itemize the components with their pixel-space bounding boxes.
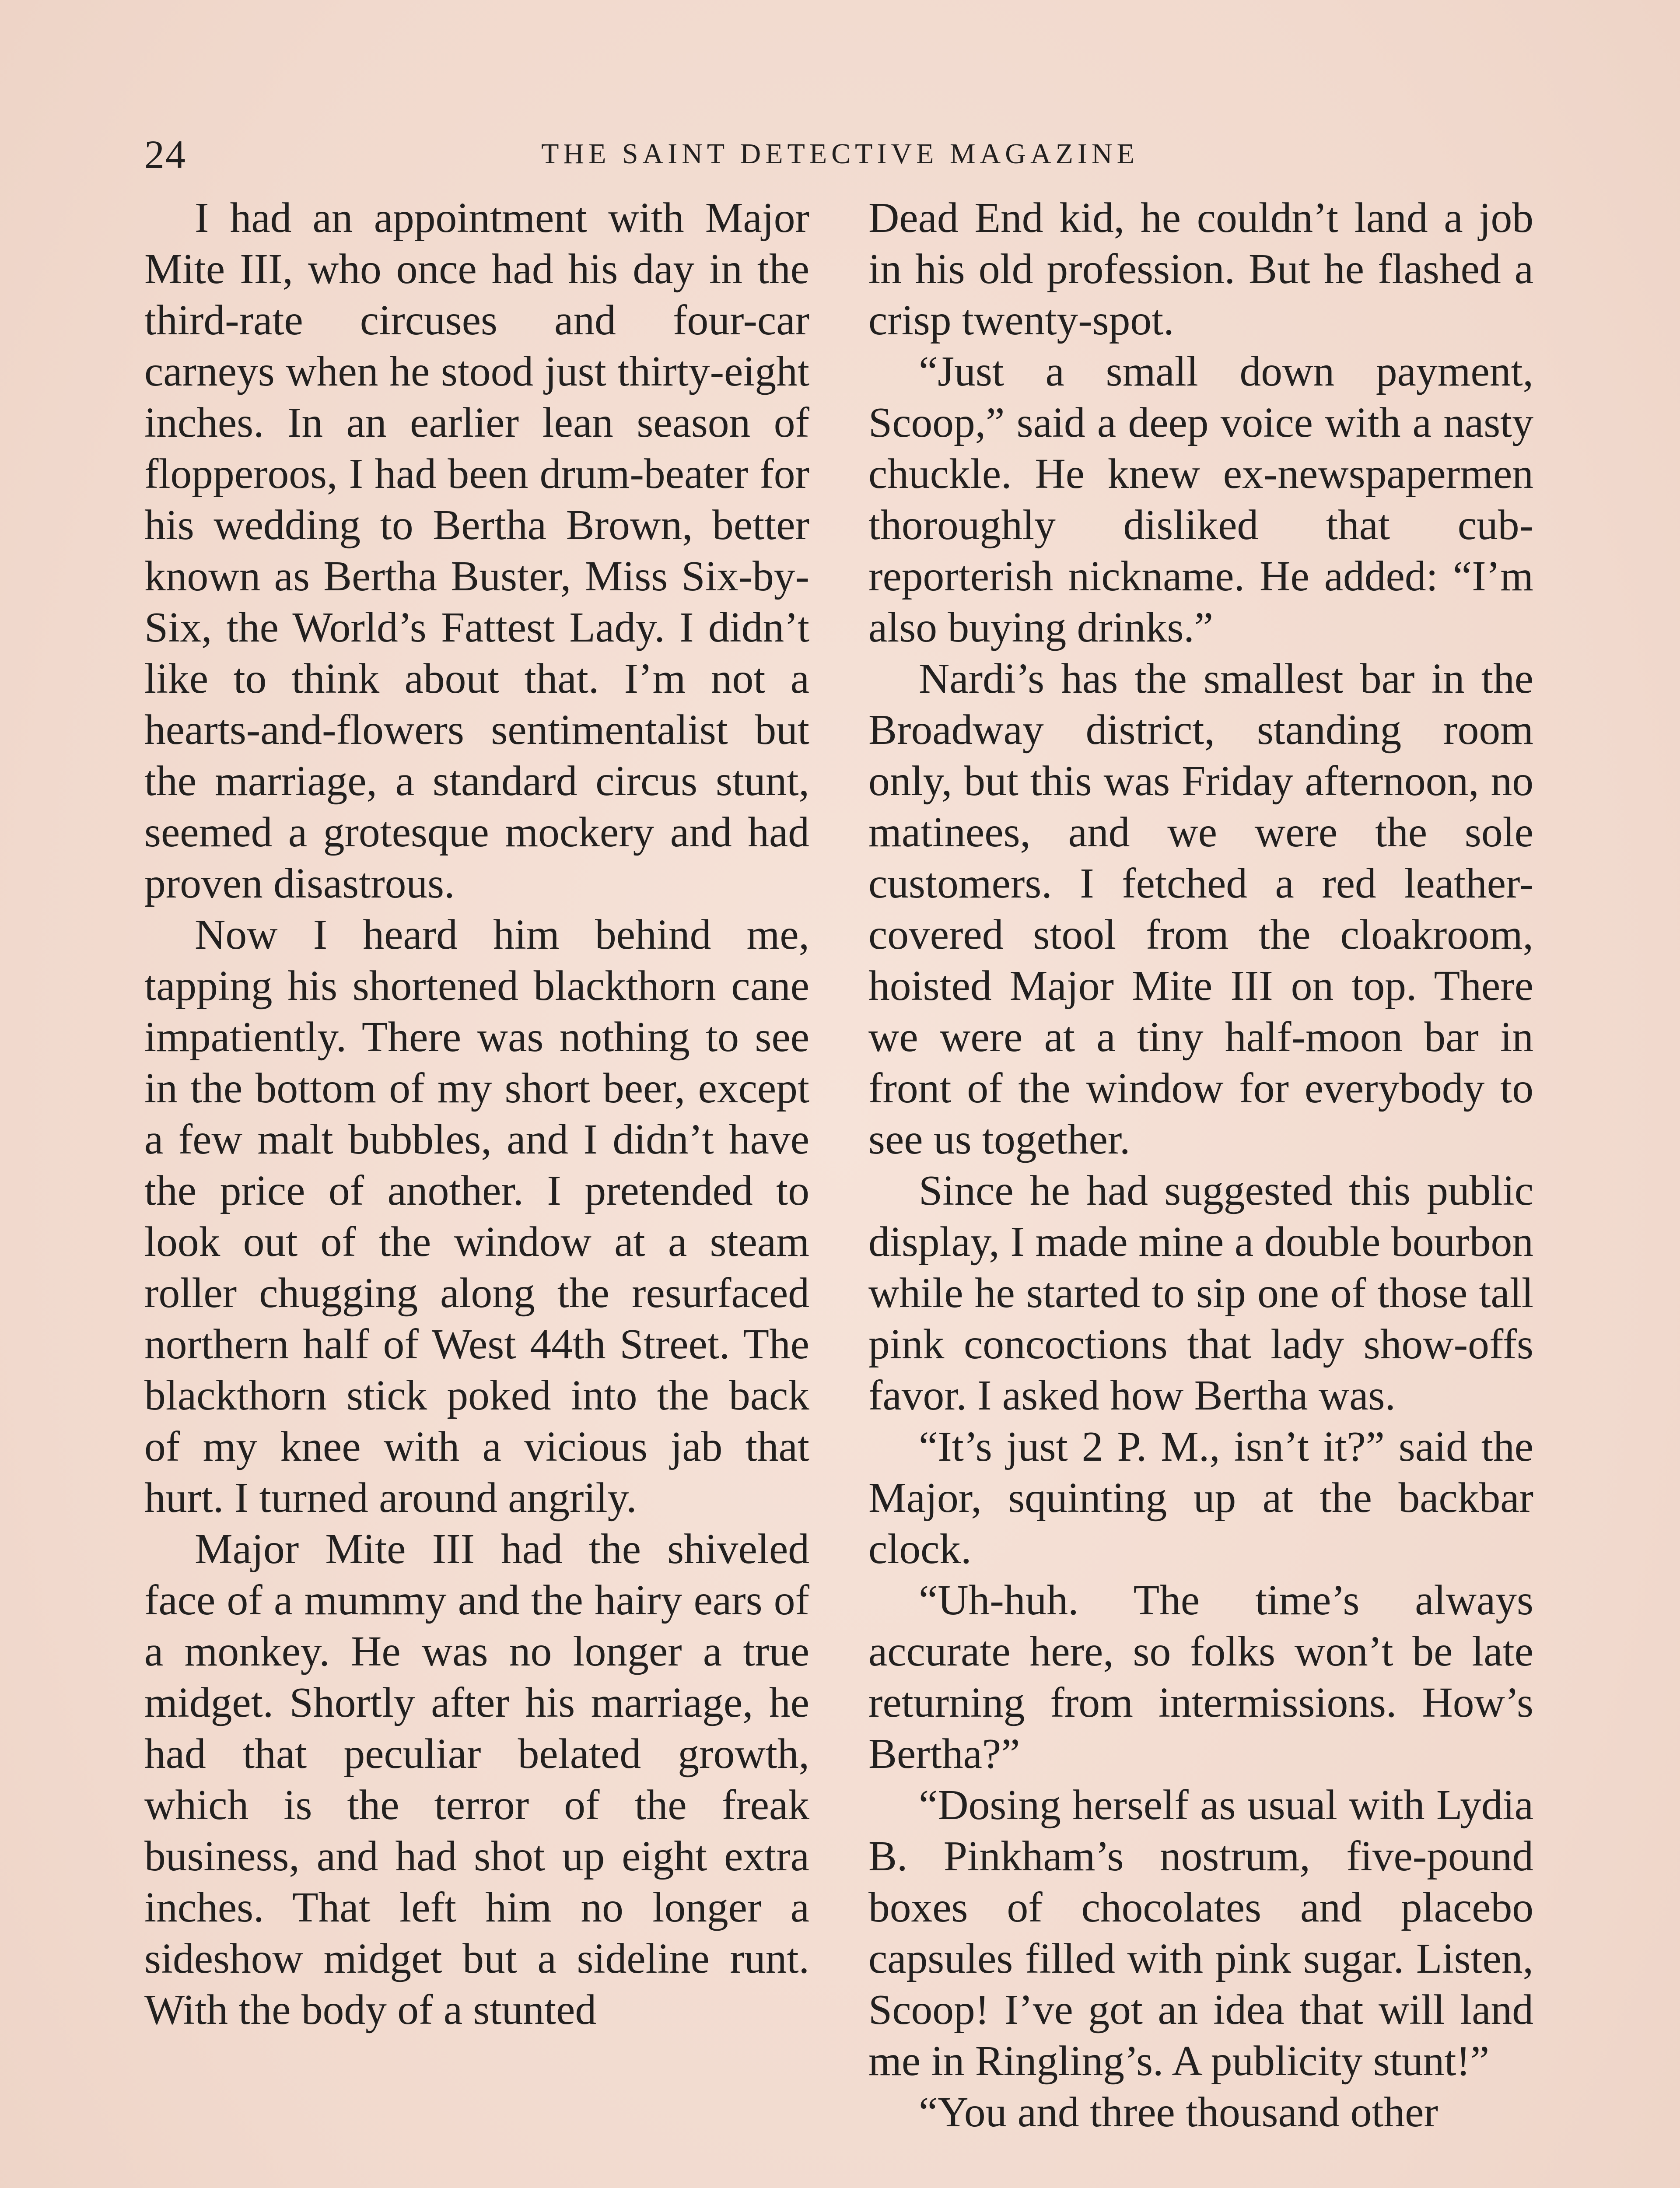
paragraph: “It’s just 2 P. M., isn’t it?” said the Major, squinting up at the backbar clock.: [868, 1423, 1533, 1573]
paragraph: “You and three thousand other: [919, 2089, 1438, 2136]
paragraph: Major Mite III had the shiveled face of a mummy and the hairy ears of a monkey. He was no longer a true midget. Shortly after his marriage, he had that peculiar belated growth, which is the terror of the freak business, and had shot up eight extra inches. That left him no longer a sideshow midget but a sideline runt. With the body of a stunted: [144, 1525, 809, 2034]
paragraph: “Dosing herself as usual with Lydia B. Pinkham’s nostrum, five-pound boxes of chocolates and placebo capsules filled with pink sugar. Listen, Scoop! I’ve got an idea that will land me in Ringling’s. A publicity stunt!”: [868, 1781, 1533, 2085]
page-number: 24: [144, 132, 186, 177]
left-text-column: [144, 193, 809, 2036]
paragraph: “Just a small down payment, Scoop,” said a deep voice with a nasty chuckle. He knew ex-newspapermen thoroughly disliked that cub-reporterish nickname. He added: “I’m also buying drinks.”: [868, 348, 1533, 651]
paragraph-continued: Dead End kid, he couldn’t land a job in his old profession. But he flashed a crisp twenty-spot.: [868, 194, 1533, 344]
running-head: [144, 131, 1536, 184]
right-text-column: [868, 193, 1533, 2138]
paragraph: “Uh-huh. The time’s always accurate here, so folks won’t be late returning from intermissions. How’s Bertha?”: [868, 1577, 1533, 1778]
paragraph: I had an appointment with Major Mite III, who once had his day in the third-rate circuses and four-car carneys when he stood just thirty-eight inches. In an earlier lean season of flopperoos, I had been drum-beater for his wedding to Bertha Brown, better known as Bertha Buster, Miss Six-by-Six, the World’s Fattest Lady. I didn’t like to think about that. I’m not a hearts-and-flowers sentimentalist but the marriage, a standard circus stunt, seemed a grotesque mockery and had proven disastrous.: [144, 194, 809, 907]
paragraph: Since he had suggested this public display, I made mine a double bourbon while he started to sip one of those tall pink concoctions that lady show-offs favor. I asked how Bertha was.: [868, 1167, 1533, 1419]
paragraph: Nardi’s has the smallest bar in the Broadway district, standing room only, but this was Friday afternoon, no matinees, and we were the sole customers. I fetched a red leather-covered stool from the cloakroom, hoisted Major Mite III on top. There we were at a tiny half-moon bar in front of the window for everybody to see us together.: [868, 655, 1533, 1163]
paragraph: Now I heard him behind me, tapping his shortened blackthorn cane impatiently. There was nothing to see in the bottom of my short beer, except a few malt bubbles, and I didn’t have the price of another. I pretended to look out of the window at a steam roller chugging along the resurfaced northern half of West 44th Street. The blackthorn stick poked into the back of my knee with a vicious jab that hurt. I turned around angrily.: [144, 911, 809, 1522]
magazine-title: THE SAINT DETECTIVE MAGAZINE: [541, 138, 1139, 170]
